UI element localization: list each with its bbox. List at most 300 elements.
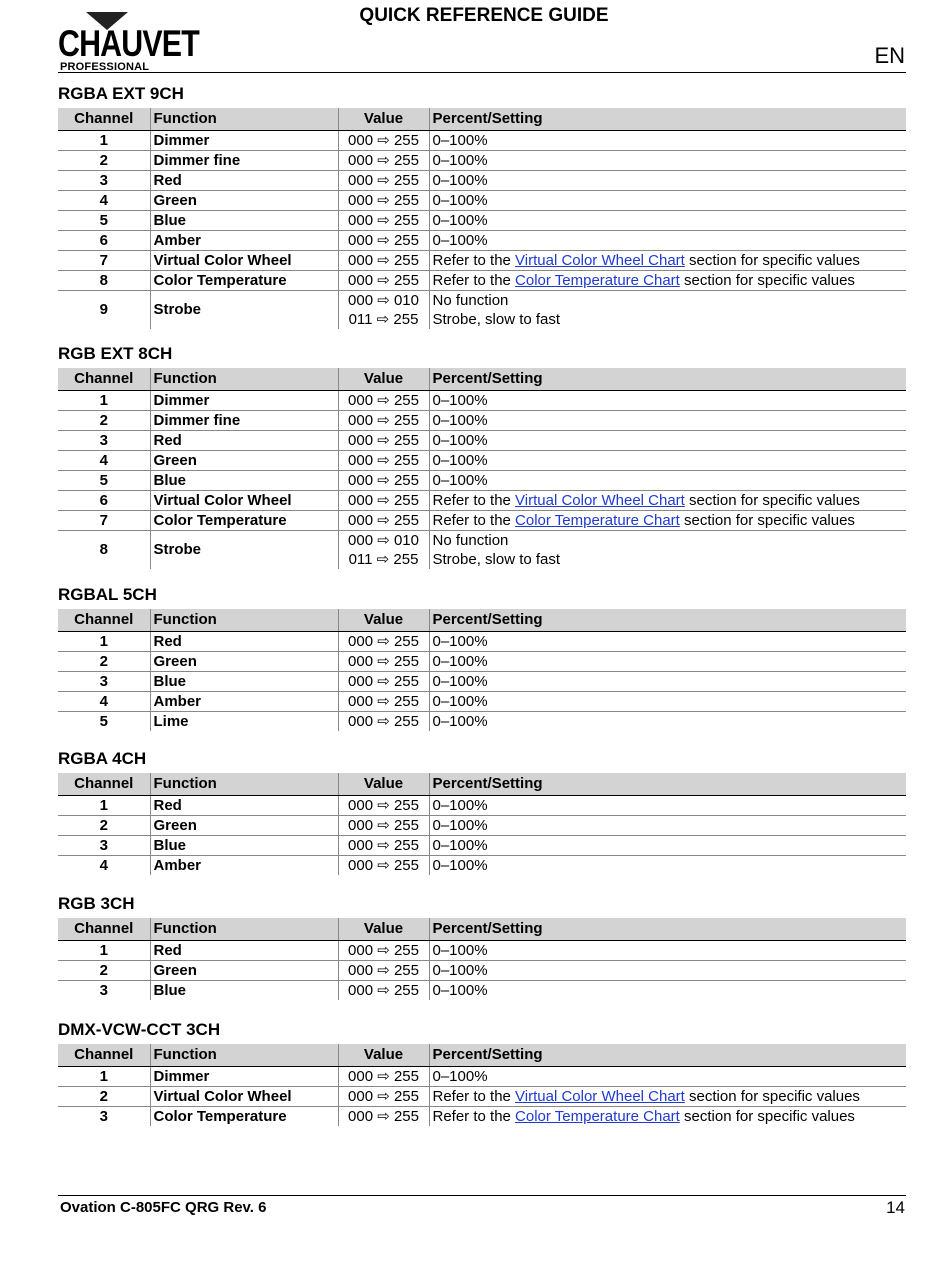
- setting-line: [433, 796, 904, 815]
- table-title: RGB EXT 8CH: [58, 344, 173, 363]
- channel-function: Strobe: [150, 531, 338, 570]
- table-header-row: [58, 918, 906, 941]
- channel-function: Red: [150, 431, 338, 451]
- setting-text: 0–100%: [432, 797, 488, 814]
- dmx-value-cell: [338, 251, 429, 271]
- setting-line: [433, 451, 904, 470]
- header-function: Function: [150, 609, 338, 632]
- table-row: [58, 652, 906, 672]
- channel-table: [58, 918, 906, 1000]
- percent-setting-cell: [429, 391, 906, 411]
- table-row: [58, 211, 906, 231]
- table-row: [58, 961, 906, 981]
- dmx-value-range: 000 ⇨ 255: [348, 452, 419, 469]
- channel-function: Virtual Color Wheel: [150, 251, 338, 271]
- dmx-value-range: 000 ⇨ 255: [348, 492, 419, 509]
- dmx-value-range: 000 ⇨ 255: [348, 392, 419, 409]
- percent-setting-cell: [429, 672, 906, 692]
- setting-line: [433, 816, 904, 835]
- setting-line: [433, 151, 904, 170]
- setting-text: section for specific values: [679, 1108, 855, 1125]
- table-title: DMX-VCW-CCT 3CH: [58, 1020, 221, 1039]
- channel-function: Blue: [150, 672, 338, 692]
- setting-text: 0–100%: [432, 857, 488, 874]
- channel-function: Red: [150, 171, 338, 191]
- dmx-value-cell: [338, 692, 429, 712]
- setting-line: [433, 131, 904, 150]
- percent-setting-cell: [429, 211, 906, 231]
- dmx-value-cell: [338, 856, 429, 876]
- table-title: RGB 3CH: [58, 894, 135, 913]
- setting-line: [433, 941, 904, 960]
- percent-setting-cell: [429, 796, 906, 816]
- page-number: 14: [886, 1198, 905, 1217]
- setting-line: [433, 961, 904, 980]
- setting-line: [433, 211, 904, 230]
- table-row: [58, 291, 906, 330]
- dmx-value-cell: [338, 131, 429, 151]
- dmx-value-cell: [338, 231, 429, 251]
- channel-number: 3: [99, 981, 108, 999]
- channel-function: Amber: [150, 231, 338, 251]
- percent-setting-cell: [429, 131, 906, 151]
- setting-text: 0–100%: [432, 837, 488, 854]
- percent-setting-cell: [429, 652, 906, 672]
- chart-reference-link[interactable]: Virtual Color Wheel Chart: [515, 1088, 685, 1105]
- table-row: [58, 672, 906, 692]
- header-percent-setting: Percent/Setting: [429, 108, 906, 131]
- channel-table-section: [58, 894, 906, 1000]
- setting-text: 0–100%: [432, 673, 488, 690]
- channel-table: [58, 773, 906, 875]
- setting-text: 0–100%: [432, 817, 488, 834]
- chart-reference-link[interactable]: Color Temperature Chart: [515, 512, 680, 529]
- setting-line: [433, 856, 904, 875]
- table-header-row: [58, 1044, 906, 1067]
- table-title: RGBA EXT 9CH: [58, 84, 184, 103]
- setting-text: section for specific values: [679, 272, 855, 289]
- chart-reference-link[interactable]: Color Temperature Chart: [515, 272, 680, 289]
- channel-function: Green: [150, 191, 338, 211]
- percent-setting-cell: [429, 836, 906, 856]
- channel-function: Color Temperature: [150, 511, 338, 531]
- setting-line: [433, 471, 904, 490]
- channel-function: Amber: [150, 692, 338, 712]
- table-row: [58, 271, 906, 291]
- setting-line: [433, 1067, 904, 1086]
- channel-function: Dimmer fine: [150, 151, 338, 171]
- setting-line: [433, 391, 904, 410]
- dmx-value-cell: [338, 1107, 429, 1127]
- channel-function: Red: [150, 941, 338, 961]
- channel-number: 4: [58, 451, 150, 471]
- setting-line: [433, 511, 904, 530]
- channel-number: 1: [58, 1067, 150, 1087]
- setting-text: Refer to the: [432, 512, 516, 529]
- table-row: [58, 151, 906, 171]
- dmx-value-cell: [338, 431, 429, 451]
- channel-table: [58, 368, 906, 569]
- header-channel: Channel: [58, 1044, 150, 1067]
- percent-setting-cell: [429, 291, 906, 330]
- dmx-value-range: 000 ⇨ 255: [348, 942, 419, 959]
- setting-text: 0–100%: [432, 452, 488, 469]
- percent-setting-cell: [429, 981, 906, 1001]
- setting-text: Refer to the: [432, 1108, 516, 1125]
- header-percent-setting: Percent/Setting: [429, 609, 906, 632]
- chart-reference-link[interactable]: Virtual Color Wheel Chart: [515, 492, 685, 509]
- dmx-value-range: 000 ⇨ 255: [348, 673, 419, 690]
- table-row: [58, 511, 906, 531]
- setting-line: [433, 491, 904, 510]
- channel-number: 1: [58, 131, 150, 151]
- dmx-value-cell: [338, 191, 429, 211]
- dmx-value-cell: [338, 151, 429, 171]
- table-row: [58, 531, 906, 570]
- dmx-value-cell: [338, 632, 429, 652]
- setting-text: 0–100%: [432, 392, 488, 409]
- channel-function: Virtual Color Wheel: [150, 491, 338, 511]
- table-row: [58, 816, 906, 836]
- channel-function: Green: [150, 961, 338, 981]
- percent-setting-cell: [429, 1107, 906, 1127]
- dmx-value-range: 000 ⇨ 010: [348, 532, 419, 549]
- percent-setting-cell: [429, 171, 906, 191]
- language-code: EN: [874, 43, 905, 68]
- table-row: [58, 796, 906, 816]
- percent-setting-cell: [429, 151, 906, 171]
- dmx-value-range: 000 ⇨ 255: [348, 633, 419, 650]
- channel-number: 5: [58, 471, 150, 491]
- channel-table-section: [58, 585, 906, 731]
- setting-text: 0–100%: [432, 472, 488, 489]
- setting-text: Refer to the: [432, 272, 516, 289]
- setting-line: [433, 191, 904, 210]
- header-value: Value: [338, 609, 429, 632]
- setting-line: [433, 411, 904, 430]
- percent-setting-cell: [429, 531, 906, 570]
- header-function: Function: [150, 1044, 338, 1067]
- dmx-value-cell: [338, 511, 429, 531]
- table-title: RGBA 4CH: [58, 749, 147, 768]
- dmx-value-range: 011 ⇨ 255: [348, 311, 419, 328]
- setting-line: [433, 632, 904, 651]
- setting-text: 0–100%: [432, 942, 488, 959]
- dmx-value-range: 000 ⇨ 255: [348, 1108, 419, 1125]
- channel-table-section: [58, 84, 906, 329]
- header-value: Value: [338, 108, 429, 131]
- setting-line: [433, 431, 904, 450]
- logo-wordmark: CHAUVET: [58, 23, 199, 64]
- dmx-value-range: 000 ⇨ 255: [348, 172, 419, 189]
- setting-text: 0–100%: [432, 132, 488, 149]
- table-row: [58, 131, 906, 151]
- table-row: [58, 1107, 906, 1127]
- dmx-value-range: 000 ⇨ 255: [348, 982, 419, 999]
- dmx-value-range: 000 ⇨ 255: [348, 232, 419, 249]
- dmx-value-range: 000 ⇨ 255: [348, 472, 419, 489]
- table-header-row: [58, 108, 906, 131]
- dmx-value-cell: [338, 816, 429, 836]
- table-row: [58, 632, 906, 652]
- channel-number: 9: [99, 301, 108, 318]
- percent-setting-cell: [429, 856, 906, 876]
- channel-function: Red: [150, 632, 338, 652]
- channel-number: 5: [58, 211, 150, 231]
- percent-setting-cell: [429, 692, 906, 712]
- percent-setting-cell: [429, 511, 906, 531]
- logo-subtitle: PROFESSIONAL: [60, 61, 150, 73]
- setting-text: Refer to the: [432, 252, 516, 269]
- percent-setting-cell: [429, 231, 906, 251]
- dmx-value-range: 000 ⇨ 255: [348, 837, 419, 854]
- chart-reference-link[interactable]: Color Temperature Chart: [515, 1108, 680, 1125]
- setting-text: 0–100%: [432, 1068, 488, 1085]
- table-row: [58, 391, 906, 411]
- setting-line: [433, 291, 904, 310]
- percent-setting-cell: [429, 632, 906, 652]
- table-row: [58, 451, 906, 471]
- table-header-row: [58, 609, 906, 632]
- dmx-value-range: 000 ⇨ 255: [348, 962, 419, 979]
- percent-setting-cell: [429, 271, 906, 291]
- setting-text: 0–100%: [432, 982, 488, 999]
- dmx-value-range: 000 ⇨ 255: [348, 212, 419, 229]
- dmx-value-cell: [338, 411, 429, 431]
- channel-number: 2: [58, 411, 150, 431]
- setting-text: section for specific values: [684, 492, 860, 509]
- channel-table: [58, 1044, 906, 1126]
- channel-number: 8: [99, 541, 108, 558]
- channel-function: Strobe: [150, 291, 338, 330]
- setting-text: 0–100%: [432, 192, 488, 209]
- dmx-value-range: 000 ⇨ 255: [348, 432, 419, 449]
- dmx-value-cell: [338, 652, 429, 672]
- channel-table-section: [58, 749, 906, 875]
- channel-number: 6: [58, 491, 150, 511]
- dmx-value-range: 011 ⇨ 255: [348, 551, 419, 568]
- table-row: [58, 171, 906, 191]
- dmx-value-cell: [338, 1087, 429, 1107]
- channel-number: 2: [58, 1087, 150, 1107]
- channel-function: Dimmer: [150, 131, 338, 151]
- dmx-value-range: 000 ⇨ 255: [348, 192, 419, 209]
- dmx-value-range: 000 ⇨ 255: [348, 132, 419, 149]
- setting-text: Strobe, slow to fast: [432, 551, 561, 568]
- setting-text: No function: [432, 292, 509, 309]
- setting-text: 0–100%: [432, 962, 488, 979]
- table-row: [58, 1087, 906, 1107]
- dmx-value-range: 000 ⇨ 010: [348, 292, 419, 309]
- header-channel: Channel: [58, 368, 150, 391]
- setting-line: [433, 692, 904, 711]
- dmx-value-range: 000 ⇨ 255: [348, 653, 419, 670]
- channel-number: 1: [58, 941, 150, 961]
- channel-number: 1: [58, 632, 150, 652]
- dmx-value-cell: [338, 391, 429, 411]
- channel-number: 2: [58, 961, 150, 981]
- setting-text: Strobe, slow to fast: [432, 311, 561, 328]
- dmx-value-cell: [338, 531, 429, 570]
- channel-number: 2: [58, 816, 150, 836]
- table-row: [58, 471, 906, 491]
- setting-text: section for specific values: [684, 1088, 860, 1105]
- table-row: [58, 836, 906, 856]
- channel-number: 3: [58, 836, 150, 856]
- header-function: Function: [150, 368, 338, 391]
- header-function: Function: [150, 773, 338, 796]
- dmx-value-range: 000 ⇨ 255: [348, 693, 419, 710]
- table-header-row: [58, 773, 906, 796]
- setting-text: Refer to the: [432, 492, 516, 509]
- table-header-row: [58, 368, 906, 391]
- footer-divider: [58, 1195, 906, 1196]
- channel-function: Dimmer fine: [150, 411, 338, 431]
- setting-text: 0–100%: [432, 432, 488, 449]
- dmx-value-cell: [338, 941, 429, 961]
- table-row: [58, 1067, 906, 1087]
- dmx-value-cell: [338, 712, 429, 732]
- channel-function: Lime: [150, 712, 338, 732]
- setting-line: [433, 531, 904, 550]
- dmx-value-cell: [338, 451, 429, 471]
- channel-function: Green: [150, 451, 338, 471]
- page-title: QUICK REFERENCE GUIDE: [359, 5, 609, 26]
- dmx-value-cell: [338, 836, 429, 856]
- dmx-value-range: 000 ⇨ 255: [348, 272, 419, 289]
- channel-number: 4: [99, 856, 108, 874]
- dmx-value-cell: [338, 171, 429, 191]
- percent-setting-cell: [429, 431, 906, 451]
- dmx-value-cell: [338, 211, 429, 231]
- dmx-value-range: 000 ⇨ 255: [348, 252, 419, 269]
- channel-function: Color Temperature: [150, 271, 338, 291]
- table-row: [58, 191, 906, 211]
- percent-setting-cell: [429, 191, 906, 211]
- setting-line: [433, 981, 904, 1000]
- setting-line: [433, 836, 904, 855]
- header-channel: Channel: [58, 773, 150, 796]
- setting-text: No function: [432, 532, 509, 549]
- footer-document-name: Ovation C-805FC QRG Rev. 6: [60, 1199, 267, 1216]
- percent-setting-cell: [429, 816, 906, 836]
- setting-text: 0–100%: [432, 412, 488, 429]
- dmx-value-range: 000 ⇨ 255: [348, 817, 419, 834]
- header-divider: [58, 72, 906, 73]
- header-channel: Channel: [58, 108, 150, 131]
- header-value: Value: [338, 918, 429, 941]
- setting-line: [433, 550, 904, 569]
- table-row: [58, 411, 906, 431]
- header-value: Value: [338, 773, 429, 796]
- setting-line: [433, 1107, 904, 1126]
- setting-line: [433, 652, 904, 671]
- channel-function: Green: [150, 652, 338, 672]
- dmx-value-cell: [338, 271, 429, 291]
- setting-text: 0–100%: [432, 212, 488, 229]
- percent-setting-cell: [429, 1087, 906, 1107]
- dmx-value-range: 000 ⇨ 255: [348, 797, 419, 814]
- channel-function: Virtual Color Wheel: [150, 1087, 338, 1107]
- channel-number: 6: [58, 231, 150, 251]
- chart-reference-link[interactable]: Virtual Color Wheel Chart: [515, 252, 685, 269]
- percent-setting-cell: [429, 961, 906, 981]
- setting-text: 0–100%: [432, 633, 488, 650]
- percent-setting-cell: [429, 1067, 906, 1087]
- header-channel: Channel: [58, 918, 150, 941]
- header-value: Value: [338, 368, 429, 391]
- setting-text: 0–100%: [432, 713, 488, 730]
- table-row: [58, 941, 906, 961]
- table-row: [58, 251, 906, 271]
- setting-line: [433, 231, 904, 250]
- channel-number: 1: [58, 391, 150, 411]
- channel-number: 4: [58, 692, 150, 712]
- header-percent-setting: Percent/Setting: [429, 368, 906, 391]
- setting-text: 0–100%: [432, 172, 488, 189]
- dmx-value-range: 000 ⇨ 255: [348, 1088, 419, 1105]
- dmx-value-range: 000 ⇨ 255: [348, 512, 419, 529]
- table-row: [58, 856, 906, 876]
- dmx-value-cell: [338, 291, 429, 330]
- dmx-value-range: 000 ⇨ 255: [348, 412, 419, 429]
- channel-function: Green: [150, 816, 338, 836]
- channel-function: Blue: [150, 836, 338, 856]
- percent-setting-cell: [429, 451, 906, 471]
- channel-number: 2: [58, 151, 150, 171]
- channel-table-section: [58, 344, 906, 569]
- header-value: Value: [338, 1044, 429, 1067]
- channel-number: 7: [58, 511, 150, 531]
- channel-number: 8: [58, 271, 150, 291]
- header-function: Function: [150, 108, 338, 131]
- dmx-value-range: 000 ⇨ 255: [348, 857, 419, 874]
- channel-number: 2: [58, 652, 150, 672]
- channel-number: 3: [58, 672, 150, 692]
- table-row: [58, 491, 906, 511]
- header-percent-setting: Percent/Setting: [429, 918, 906, 941]
- channel-function: Blue: [150, 981, 338, 1001]
- setting-line: [433, 171, 904, 190]
- table-row: [58, 231, 906, 251]
- channel-number: 3: [58, 171, 150, 191]
- setting-line: [433, 310, 904, 329]
- header-percent-setting: Percent/Setting: [429, 773, 906, 796]
- setting-text: 0–100%: [432, 653, 488, 670]
- setting-text: section for specific values: [679, 512, 855, 529]
- table-row: [58, 431, 906, 451]
- channel-function: Dimmer: [150, 1067, 338, 1087]
- header-percent-setting: Percent/Setting: [429, 1044, 906, 1067]
- table-row: [58, 981, 906, 1001]
- channel-function: Color Temperature: [150, 1107, 338, 1127]
- percent-setting-cell: [429, 491, 906, 511]
- channel-number: 5: [99, 712, 108, 730]
- channel-table: [58, 609, 906, 731]
- setting-text: Refer to the: [432, 1088, 516, 1105]
- header-function: Function: [150, 918, 338, 941]
- channel-function: Amber: [150, 856, 338, 876]
- setting-text: 0–100%: [432, 693, 488, 710]
- dmx-value-cell: [338, 1067, 429, 1087]
- channel-table: [58, 108, 906, 329]
- channel-number: 3: [58, 431, 150, 451]
- percent-setting-cell: [429, 941, 906, 961]
- dmx-value-range: 000 ⇨ 255: [348, 1068, 419, 1085]
- chauvet-logo: [58, 10, 199, 73]
- setting-line: [433, 251, 904, 270]
- channel-number: 1: [58, 796, 150, 816]
